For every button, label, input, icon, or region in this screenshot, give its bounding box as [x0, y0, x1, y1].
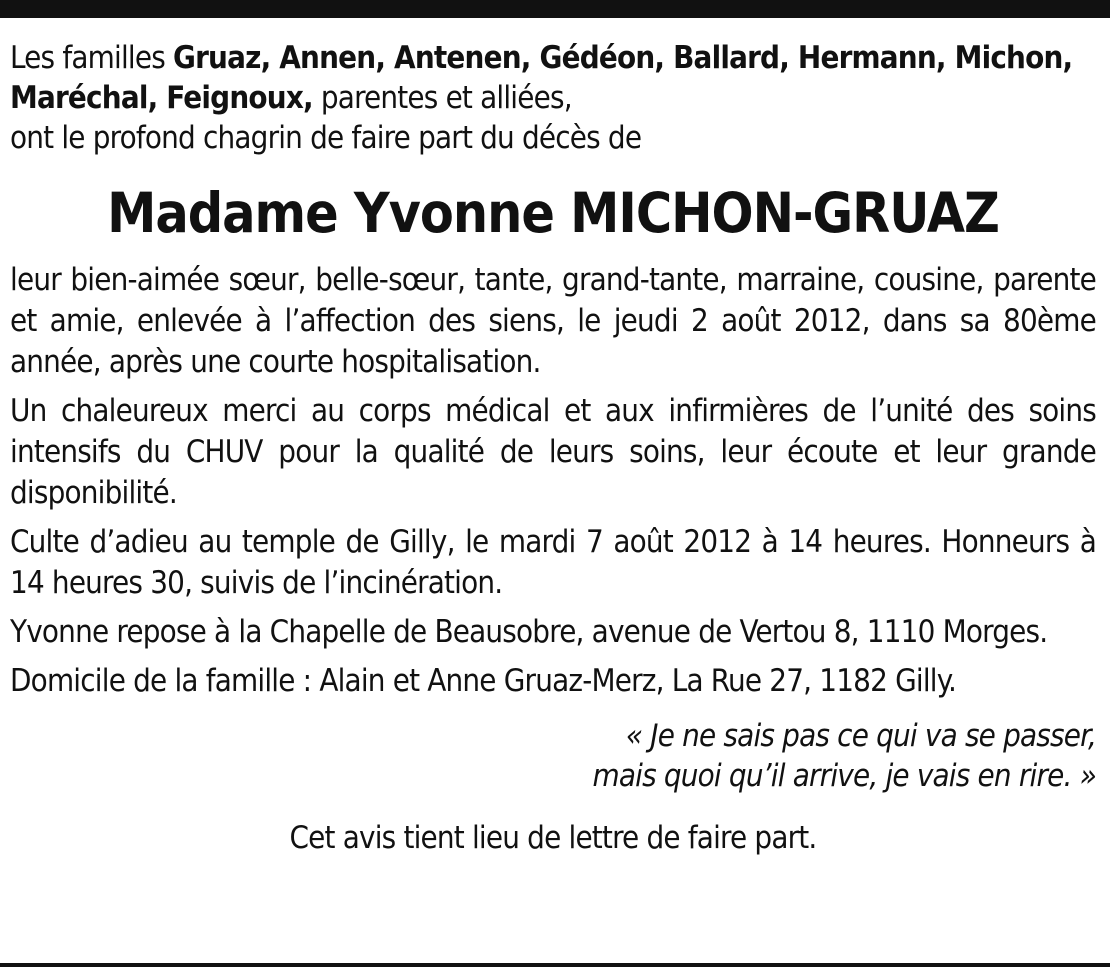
- intro-prefix: Les familles: [10, 40, 174, 76]
- intro-announcement: ont le profond chagrin de faire part du décès de: [10, 120, 642, 156]
- quote: [10, 716, 1096, 796]
- family-names: Gruaz, Annen, Antenen, Gédéon, Ballard, Hermann, Michon, Maréchal, Feignoux,: [10, 40, 1073, 116]
- quote-line-1: « Je ne sais pas ce qui va se passer,: [625, 718, 1096, 754]
- thanks-paragraph: Un chaleureux merci au corps médical et aux infirmières de l’unité des soins intensifs du CHUV pour la qualité de leurs soins, leur écoute et leur grande disponibilité.: [10, 393, 1096, 511]
- obituary-notice: [10, 38, 1096, 858]
- bottom-rule: [0, 963, 1110, 967]
- rest-paragraph: Yvonne repose à la Chapelle de Beausobre, avenue de Vertou 8, 1110 Morges.: [10, 614, 1048, 650]
- service-paragraph: Culte d’adieu au temple de Gilly, le mardi 7 août 2012 à 14 heures. Honneurs à 14 heures 30, suivis de l’incinération.: [10, 524, 1096, 601]
- relations-paragraph: leur bien-aimée sœur, belle-sœur, tante, grand-tante, marraine, cousine, parente et amie, enlevée à l’affection des siens, le jeudi 2 août 2012, dans sa 80ème année, après une courte hospitalisation.: [10, 262, 1096, 380]
- deceased-name: Madame Yvonne MICHON-GRUAZ: [107, 181, 999, 245]
- closing-line: Cet avis tient lieu de lettre de faire part.: [289, 820, 817, 856]
- intro-paragraph: [10, 38, 1096, 158]
- intro-suffix: parentes et alliées,: [312, 80, 572, 116]
- quote-line-2: mais quoi qu’il arrive, je vais en rire. »: [592, 758, 1096, 794]
- top-rule: [0, 0, 1110, 18]
- domicile-paragraph: Domicile de la famille : Alain et Anne Gruaz-Merz, La Rue 27, 1182 Gilly.: [10, 663, 957, 699]
